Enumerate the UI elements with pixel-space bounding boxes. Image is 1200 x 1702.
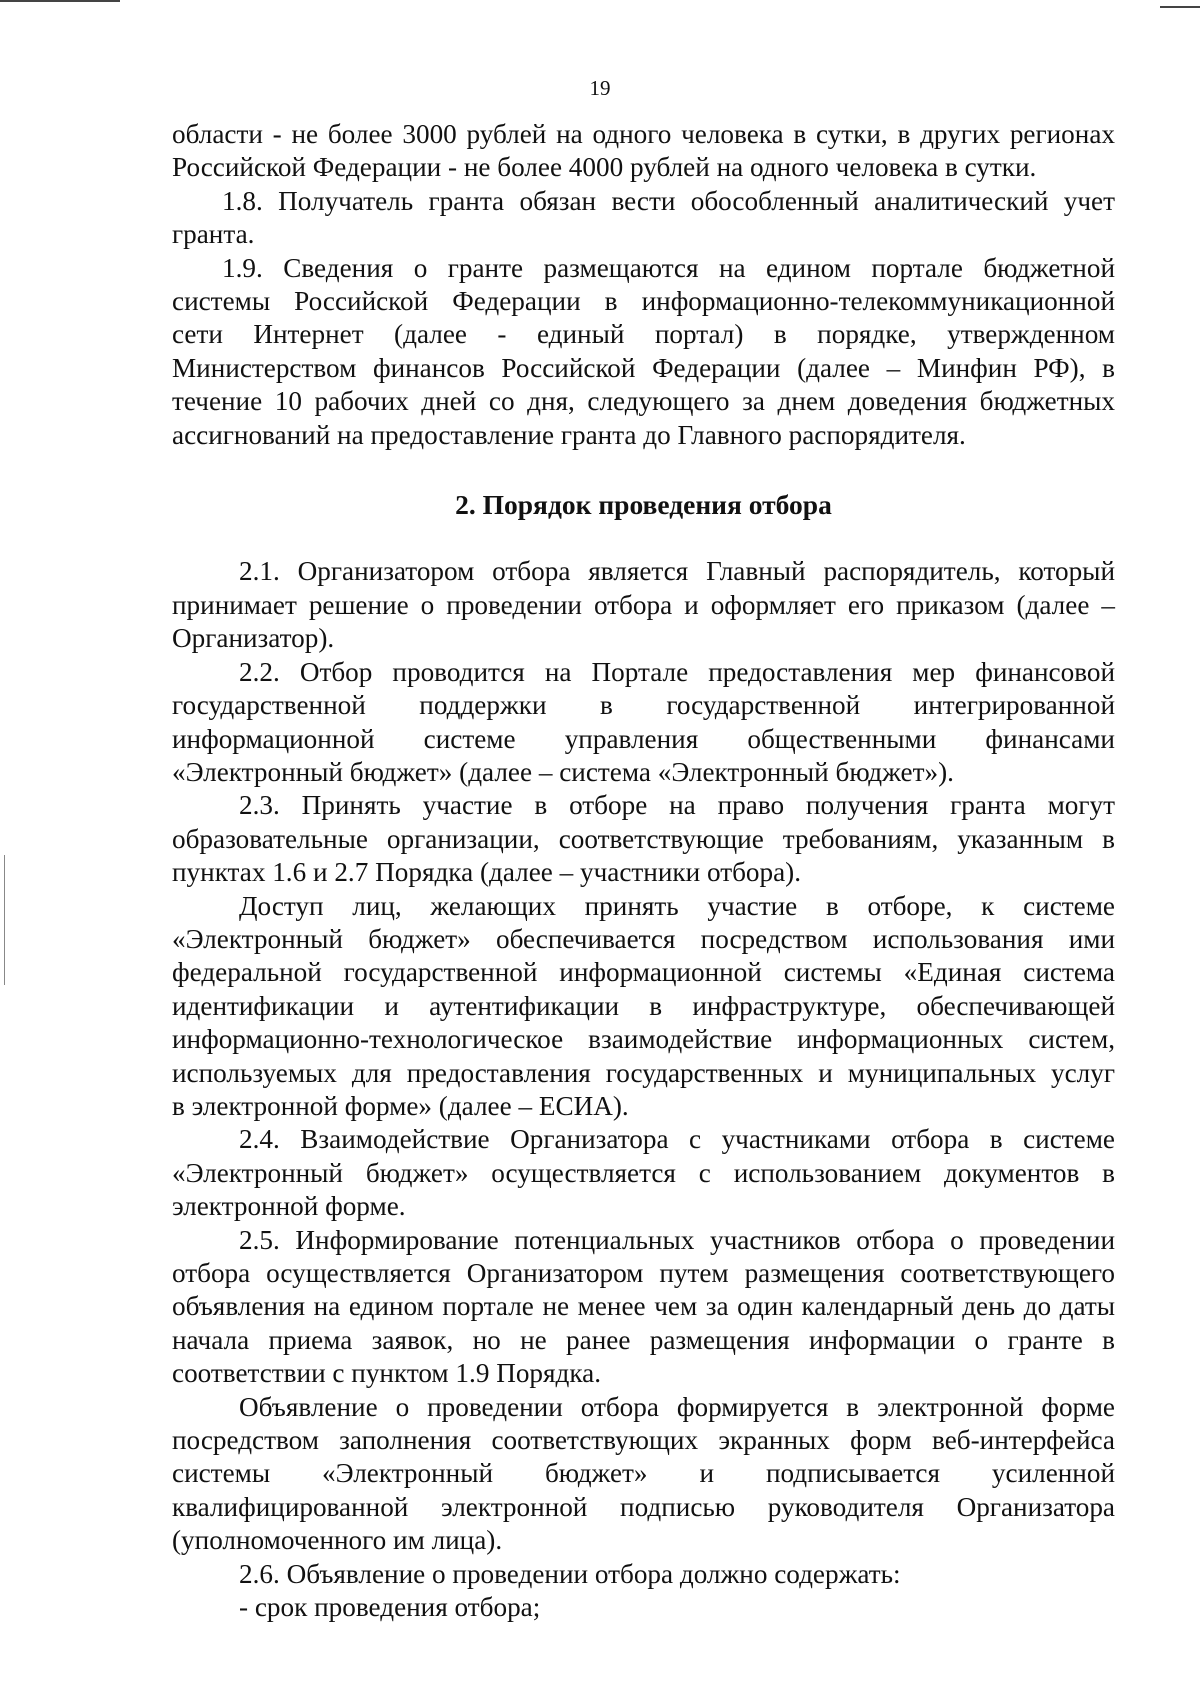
paragraph-line [172, 352, 1115, 385]
text-line: 2.3. Принять участие в отборе на право получения гранта могут [239, 790, 1115, 821]
text-line: пунктах 1.6 и 2.7 Порядка (далее – участники отбора). [172, 857, 802, 888]
scan-artifact-line [4, 855, 5, 985]
paragraph-line [172, 1524, 1115, 1557]
page-number: 19 [589, 76, 611, 100]
paragraph-line [172, 1157, 1115, 1190]
text-line: используемых для предоставления государственных и муниципальных услуг [172, 1057, 1115, 1088]
paragraph-line [172, 956, 1115, 989]
text-line: 2.5. Информирование потенциальных участников отбора о проведении [239, 1224, 1115, 1255]
paragraph-line [172, 823, 1115, 856]
text-line: 2.1. Организатором отбора является Главный распорядитель, который [239, 556, 1115, 587]
paragraph-line [172, 419, 1115, 452]
paragraph-line [172, 1457, 1115, 1490]
text-line: начала приема заявок, но не ранее размещения информации о гранте в [172, 1324, 1115, 1355]
paragraph-line [172, 1257, 1115, 1290]
paragraph-line [172, 689, 1115, 722]
text-line: Доступ лиц, желающих принять участие в отборе, к системе [239, 890, 1115, 921]
text-line: системы Российской Федерации в информационно-телекоммуникационной [172, 286, 1115, 317]
paragraph-line [172, 1324, 1115, 1357]
text-line: квалифицированной электронной подписью руководителя Организатора [172, 1491, 1115, 1522]
text-line: Объявление о проведении отбора формируется в электронной форме [239, 1391, 1115, 1422]
paragraph [172, 151, 1115, 184]
text-line: (уполномоченного им лица). [172, 1525, 503, 1556]
paragraph-line [172, 1290, 1115, 1323]
paragraph-line [172, 756, 1115, 789]
text-line: Российской Федерации - не более 4000 рублей на одного человека в сутки. [172, 152, 1037, 183]
text-line: «Электронный бюджет» осуществляется с использованием документов в [172, 1157, 1115, 1188]
text-line: принимает решение о проведении отбора и оформляет его приказом (далее – [172, 589, 1115, 620]
scan-artifact-line [0, 0, 120, 2]
list-item [172, 1591, 1115, 1624]
paragraph-1-8-end [172, 218, 1115, 251]
paragraph-2-3 [172, 789, 1115, 822]
text-line: сети Интернет (далее - единый портал) в порядке, утвержденном [172, 319, 1115, 350]
paragraph-line [172, 923, 1115, 956]
text-line: - срок проведения отбора; [239, 1592, 541, 1623]
paragraph-2-2 [172, 656, 1115, 689]
text-line: Министерством финансов Российской Федерации (далее – Минфин РФ), в [172, 352, 1115, 383]
paragraph-line [172, 1090, 1115, 1123]
text-line: соответствии с пунктом 1.9 Порядка. [172, 1358, 602, 1389]
text-line: объявления на едином портале не менее чем за один календарный день до даты [172, 1291, 1115, 1322]
text-line: «Электронный бюджет» (далее – система «Электронный бюджет»). [172, 756, 954, 787]
text-line: информационно-технологическое взаимодействие информационных систем, [172, 1024, 1115, 1055]
paragraph-line [172, 990, 1115, 1023]
paragraph-2-4 [172, 1123, 1115, 1156]
text-line: государственной поддержки в государственной интегрированной [172, 690, 1115, 721]
paragraph-line [172, 385, 1115, 418]
text-line: системы «Электронный бюджет» и подписывается усиленной [172, 1458, 1115, 1489]
paragraph-line [172, 856, 1115, 889]
scan-artifact-line [1160, 6, 1200, 8]
text-line: области - не более 3000 рублей на одного человека в сутки, в других регионах [172, 119, 1115, 149]
paragraph-line [172, 1057, 1115, 1090]
text-line: посредством заполнения соответствующих экранных форм веб-интерфейса [172, 1425, 1115, 1456]
paragraph-line [172, 1357, 1115, 1390]
text-line: 1.9. Сведения о гранте размещаются на едином портале бюджетной [222, 252, 1115, 283]
paragraph-line [172, 622, 1115, 655]
paragraph-line [172, 589, 1115, 622]
section-heading: 2. Порядок проведения отбора [455, 489, 832, 521]
text-line: ассигнований на предоставление гранта до Главного распорядителя. [172, 419, 966, 450]
text-line: Организатор). [172, 623, 335, 654]
paragraph-line [172, 1023, 1115, 1056]
text-line: гранта. [172, 219, 255, 250]
paragraph-1-9 [172, 252, 1115, 285]
paragraph-2-6 [172, 1558, 1115, 1591]
paragraph-2-5 [172, 1224, 1115, 1257]
text-line: отбора осуществляется Организатором путем размещения соответствующего [172, 1258, 1115, 1288]
text-line: 2.6. Объявление о проведении отбора должно содержать: [239, 1558, 901, 1589]
paragraph-line [172, 1190, 1115, 1223]
paragraph-line [172, 285, 1115, 318]
text-line: образовательные организации, соответствующие требованиям, указанным в [172, 823, 1115, 854]
text-line: 2.4. Взаимодействие Организатора с участниками отбора в системе [239, 1124, 1115, 1155]
text-line: идентификации и аутентификации в инфраструктуре, обеспечивающей [172, 990, 1115, 1021]
paragraph [172, 118, 1115, 151]
text-line: «Электронный бюджет» обеспечивается посредством использования ими [172, 923, 1115, 954]
text-line: информационной системе управления общественными финансами [172, 723, 1115, 754]
document-body [172, 118, 1115, 1624]
paragraph-line [172, 1424, 1115, 1457]
text-line: электронной форме. [172, 1191, 406, 1222]
text-line: федеральной государственной информационной системы «Единая система [172, 957, 1115, 988]
paragraph-announcement [172, 1391, 1115, 1424]
paragraph-line [172, 1491, 1115, 1524]
text-line: 2.2. Отбор проводится на Портале предоставления мер финансовой [239, 656, 1115, 687]
text-line: в электронной форме» (далее – ЕСИА). [172, 1090, 629, 1121]
paragraph-1-8 [172, 185, 1115, 218]
paragraph-access [172, 890, 1115, 923]
text-line: 1.8. Получатель гранта обязан вести обособленный аналитический учет [222, 185, 1115, 216]
paragraph-2-1 [172, 555, 1115, 588]
paragraph-line [172, 318, 1115, 351]
text-line: течение 10 рабочих дней со дня, следующего за днем доведения бюджетных [172, 386, 1115, 417]
paragraph-line [172, 723, 1115, 756]
